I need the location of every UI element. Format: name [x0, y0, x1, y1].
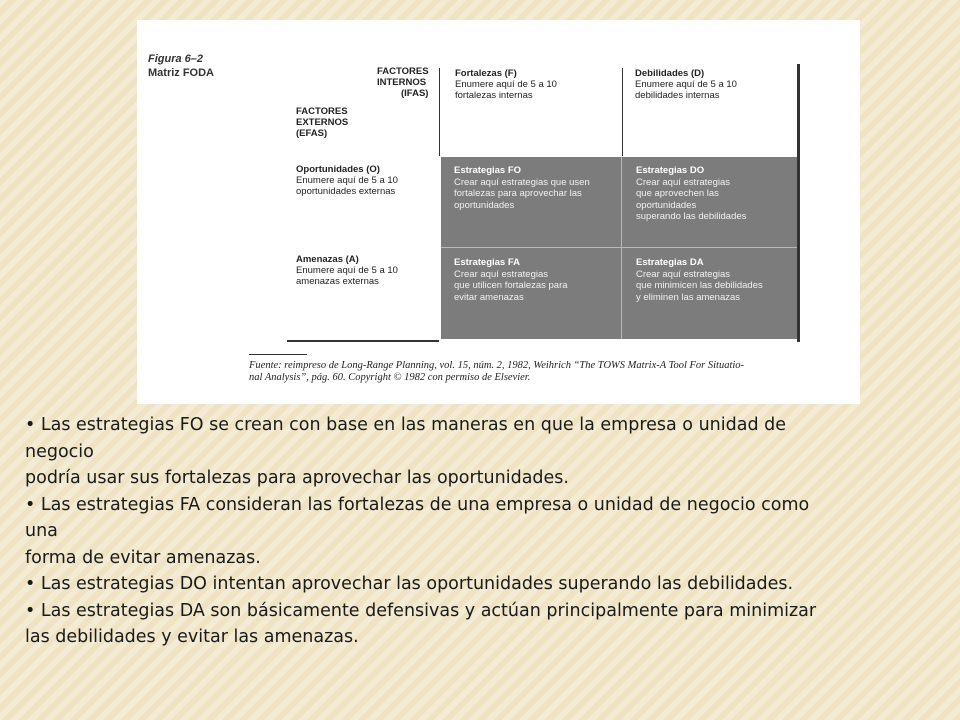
do-line: que aprovechen las [636, 188, 719, 199]
weaknesses-line: Enumere aquí de 5 a 10 [635, 79, 737, 90]
grid-divider [441, 247, 797, 248]
opportunities-header [296, 164, 398, 197]
da-line: y eliminen las amenazas [636, 291, 741, 303]
do-line: superando las debilidades [636, 211, 747, 222]
do-label: Estrategias DO [636, 165, 705, 176]
da-line: que minimicen las debilidades [636, 280, 763, 291]
fo-line: Crear aquí estrategias que usen [454, 176, 590, 188]
threats-line: Enumere aquí de 5 a 10 [296, 265, 398, 276]
external-factors-header [296, 106, 348, 139]
figure-source [249, 360, 849, 384]
external-factors-line: FACTORES [296, 106, 348, 117]
weaknesses-header [635, 68, 737, 101]
strengths-line: fortalezas internas [455, 90, 533, 101]
internal-factors-line: (IFAS) [401, 88, 429, 99]
fo-label: Estrategias FO [454, 165, 522, 176]
source-prefix: Fuente: [249, 360, 282, 371]
weaknesses-line: debilidades internas [635, 90, 720, 101]
bullet-text-line: • Las estrategias DA son básicamente defensivas y actúan principalmente para minimizar [25, 600, 817, 621]
bullet-text-line: podría usar sus fortalezas para aprovechar las oportunidades. [25, 468, 569, 488]
foda-matrix-figure [137, 20, 860, 404]
bullet-text-line: negocio [25, 441, 94, 462]
strategies-grid [441, 157, 797, 339]
opportunities-label: Oportunidades (O) [296, 164, 380, 175]
strengths-header [455, 68, 557, 101]
da-label: Estrategias DA [636, 257, 704, 268]
internal-factors-line: INTERNOS [377, 77, 427, 88]
fa-strategies-cell [454, 257, 624, 303]
strengths-label: Fortalezas (F) [455, 68, 517, 79]
figure-title: Figura 6–2 [148, 53, 204, 65]
da-strategies-cell [636, 257, 796, 303]
bullet-text-line: forma de evitar amenazas. [25, 547, 261, 568]
da-line: Crear aquí estrategias [636, 268, 730, 280]
fa-line: evitar amenazas [454, 291, 524, 303]
fo-line: oportunidades [454, 199, 515, 211]
bullet-text-line: una [25, 521, 58, 541]
source-line: nal Analysis”, pág. 60. Copyright © 1982 con permiso de Elsevier. [249, 372, 531, 383]
opportunities-line: Enumere aquí de 5 a 10 [296, 175, 398, 186]
matrix-divider [287, 340, 439, 342]
fa-line: Crear aquí estrategias [454, 268, 548, 280]
bullet-text-line: • Las estrategias FA consideran las fortalezas de una empresa o unidad de negocio como [25, 494, 810, 515]
fo-strategies-cell [454, 165, 624, 211]
source-rule [249, 354, 307, 355]
threats-header [296, 254, 398, 287]
threats-line: amenazas externas [296, 276, 379, 287]
do-line: oportunidades [636, 199, 697, 211]
source-line: reimpreso de Long-Range Planning, vol. 15, núm. 2, 1982, Weihrich “The TOWS Matrix-A Tool For Situatio- [281, 360, 745, 371]
external-factors-line: (EFAS) [296, 128, 328, 139]
strategy-descriptions [25, 412, 950, 651]
matrix-divider [439, 68, 440, 156]
external-factors-line: EXTERNOS [296, 117, 349, 128]
internal-factors-header [377, 66, 429, 99]
bullet-text-line: las debilidades y evitar las amenazas. [25, 627, 359, 647]
bullet-text-line: • Las estrategias FO se crean con base en las maneras en que la empresa o unidad de [25, 415, 787, 435]
do-line: Crear aquí estrategias [636, 176, 730, 188]
fa-label: Estrategias FA [454, 257, 520, 268]
internal-factors-line: FACTORES [377, 66, 429, 77]
matrix-divider [797, 64, 800, 342]
bullet-text-line: • Las estrategias DO intentan aprovechar las oportunidades superando las debilidades. [25, 574, 794, 594]
fa-line: que utilicen fortalezas para [454, 280, 568, 291]
weaknesses-label: Debilidades (D) [635, 68, 705, 79]
figure-subtitle: Matriz FODA [148, 67, 214, 79]
threats-label: Amenazas (A) [296, 254, 359, 265]
matrix-divider [622, 68, 623, 156]
do-strategies-cell [636, 165, 796, 223]
strengths-line: Enumere aquí de 5 a 10 [455, 79, 557, 90]
fo-line: fortalezas para aprovechar las [454, 188, 582, 199]
opportunities-line: oportunidades externas [296, 186, 396, 197]
